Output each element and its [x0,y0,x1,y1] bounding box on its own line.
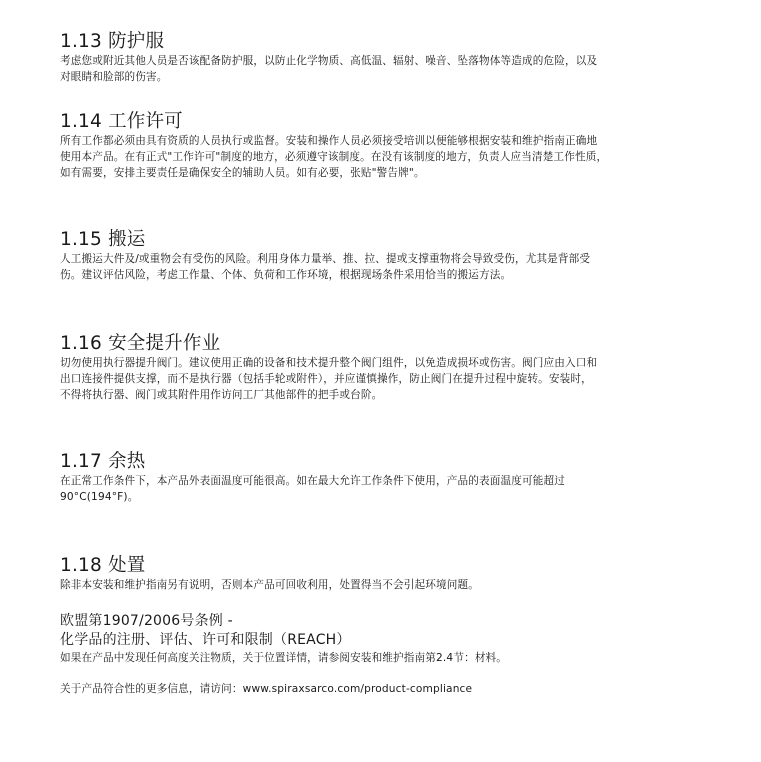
compliance-text: 关于产品符合性的更多信息，请访问：www.spiraxsarco.com/product-compliance [60,683,473,695]
section-heading: 1.14 工作许可 [60,111,183,132]
section-work-permit [60,111,710,181]
section-body: 除非本安装和维护指南另有说明，否则本产品可回收利用，处置得当不会引起环境问题。 [60,579,480,591]
section-body: 考虑您或附近其他人员是否该配备防护服，以防止化学物质、高低温、辐射、噪音、坠落物体等造成的危险，以及 对眼睛和脸部的伤害。 [60,55,598,83]
section-heading: 1.17 余热 [60,451,146,472]
section-heading: 1.18 处置 [60,555,146,576]
section-reach-regulation [60,612,710,666]
section-heading: 1.16 安全提升作业 [60,333,221,354]
reach-body: 如果在产品中发现任何高度关注物质，关于位置详情，请参阅安装和维护指南第2.4节：材料。 [60,652,508,664]
section-protective-clothing [60,31,710,85]
section-body: 人工搬运大件及/或重物会有受伤的风险。利用身体力量举、推、拉、提或支撑重物将会导致受伤，尤其是背部受 伤。建议评估风险，考虑工作量、个体、负荷和工作环境，根据现场条件采用恰当的搬运方法。 [60,253,591,281]
section-disposal [60,555,710,593]
section-heading: 1.13 防护服 [60,31,165,52]
section-safe-lifting [60,333,710,403]
section-body: 在正常工作条件下，本产品外表面温度可能很高。如在最大允许工作条件下使用，产品的表面温度可能超过 90°C(194°F)。 [60,475,565,503]
section-body: 切勿使用执行器提升阀门。建议使用正确的设备和技术提升整个阀门组件，以免造成损坏或伤害。阀门应由入口和 出口连接件提供支撑，而不是执行器（包括手轮或附件），并应谨慎操作，防止阀门在提升过程中旋转。安装时， 不得将执行器、阀门或其附件用作访问工厂其他部件的把手或台阶。 [60,357,598,401]
section-compliance-info [60,681,710,697]
section-residual-heat [60,451,710,505]
section-handling [60,229,710,283]
section-body: 所有工作都必须由具有资质的人员执行或监督。安装和操作人员必须接受培训以便能够根据安装和维护指南正确地 使用本产品。在有正式"工作许可"制度的地方，必须遵守该制度。在没有该制度的地方，负责人应当清楚工作性质， 如有需要，安排主要责任是确保安全的辅助人员。如有必要，张贴"警告牌"。 [60,135,608,179]
reach-heading-line2: 化学品的注册、评估、许可和限制（REACH） [60,632,351,648]
section-heading: 1.15 搬运 [60,229,146,250]
reach-heading-line1: 欧盟第1907/2006号条例 - [60,613,233,629]
